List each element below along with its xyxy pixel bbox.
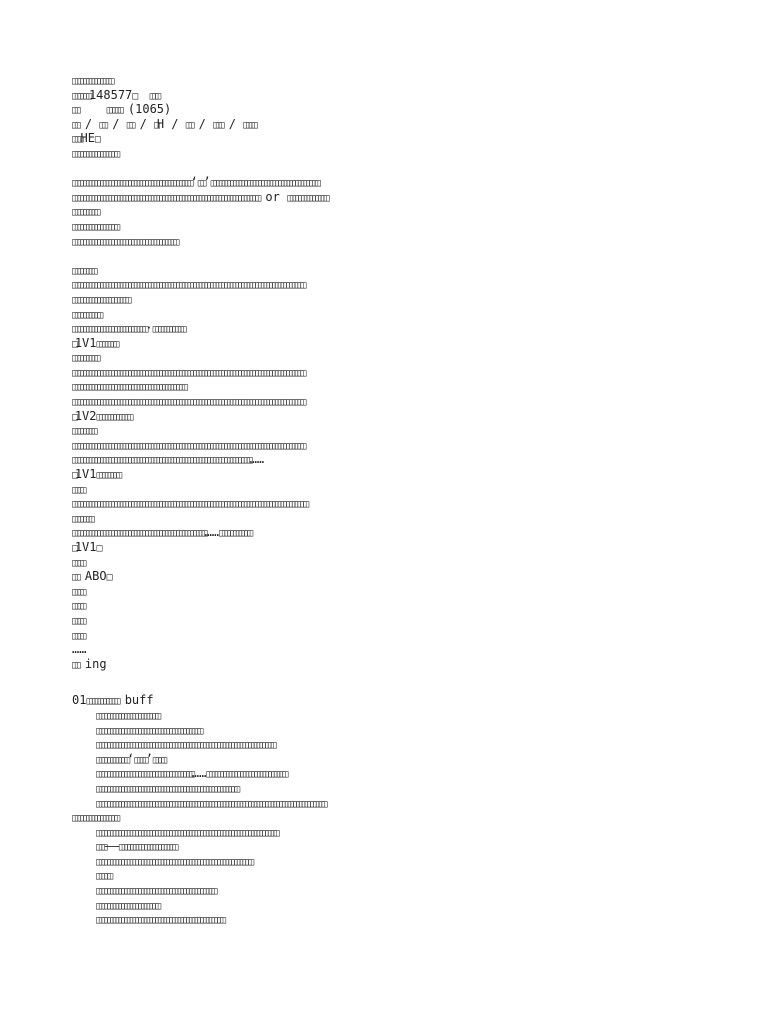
text-line: □1V1□□□□□□□□ xyxy=(72,467,120,482)
text-line: □□□□□□□□ xyxy=(72,265,95,277)
intro-line: □□□□□□□□□□□□□□□□□□□□□□□□□□□□□□□□□□□□□□□□□□‘□□’□□□□□□□□□□□□□□□□□□□□□□□□□□□□□□□□□□□□□□ xyxy=(72,175,318,190)
text-line: □□□□□□□□□□□□□□□□□□□□□□□□□□□□□□□□□□□□□□□□□□□□□□□□□□□□□□□□□□□□□□□□□□□□□□□□□□□□□□□□□□□ xyxy=(72,499,307,511)
text-line: □□ ing xyxy=(72,656,107,671)
header-line: □□ □□□□□ (1065) xyxy=(72,102,172,117)
text-line: □1V2□□□□□□□□□□□□ xyxy=(72,408,131,423)
text-line: □□□□□□□ xyxy=(72,513,92,525)
list-section xyxy=(72,693,732,927)
text-line: …… xyxy=(72,642,87,657)
list-item: □□□□□□□□□□□□□□□□□□□□□□□□□□□□□□□□□□□□□□□□□□□□□ xyxy=(96,915,223,927)
document-header xyxy=(72,73,732,161)
intro-line: □□□□□□□□□□□□□□□□□□□□□□□□□□□□□□□□□□□□□□□□□□□□□□□□□□□□□□□□□□□□□□□□□□ or □□□□□□□□□□□□□□ xyxy=(72,189,327,204)
list-item: □□□□□□□□□□□□□□□□□□□□□□□□□□□□□□□□□□□□□ xyxy=(96,725,201,737)
header-line: □□□□□□148577□ □□□ xyxy=(72,87,159,102)
list-item: □□□□□ xyxy=(96,871,111,883)
text-line: □□□□□□□□□□ xyxy=(72,309,101,321)
list-item: □□□□□□□□□□□□□□□□□□□□□□ xyxy=(96,900,159,912)
spacer xyxy=(72,248,732,263)
text-line: □□□□ xyxy=(72,557,84,569)
header-line: □□□□□□□□□□□□□□ xyxy=(72,76,112,87)
text-line: □□□□□□□□□ xyxy=(72,353,98,365)
text-line: □□□□ xyxy=(72,630,84,642)
list-item: □□□□□□□□□□□□□□□□□□□□□□□□□□□□□□□□□□□□□□□□□□□□□□□□□□ xyxy=(96,783,238,795)
list-item: □□□□□□□□□□□‘□□□□’□□□□ xyxy=(96,751,165,766)
text-line: □□□□□□□□□□□□□□□□□□□□□□□□□□□□□□□□□□□□□□□□□□□□□□□□□□□□□□□□□□□□□□□□□□□□□□□□□□□□□□□□□□ xyxy=(72,397,304,409)
intro-line: □□□□□□□□□□□□□□□□ xyxy=(72,221,118,233)
text-line: □□□□□□□□□□□□□□□□□□□□□□□□□□·□□□□□□□□□□□ xyxy=(72,321,184,336)
list-item: □□□□□□□□□□□□□□□□ xyxy=(72,813,118,825)
intro-line: □□□□□□□□□ xyxy=(72,207,98,219)
text-line: □1V1□□□□□□□ xyxy=(72,335,117,350)
header-line: □□□□□□□□□□□□□□□□ xyxy=(72,148,118,160)
list-item: □□□□□□□□□□□□□□□□□□□□□□□□□□□□□□□□□□……□□□□□□□□□□□□□□□□□□□□□□□□□□□□ xyxy=(96,766,286,781)
list-item: □□□□□□□□□□□□□□□□□□□□□□□□□□□□□□□□□□□□□□□□□□ xyxy=(96,886,215,898)
text-line: □□□□□□□□□□□□□□□□□□□□□□□□□□□□□□□□□□□□□□□□□□□□□□□……□□□□□□□□□□□ xyxy=(72,525,251,540)
spacer xyxy=(72,671,732,693)
text-line: □□□□□□□□□□□□□□□□□□□□ xyxy=(72,294,129,306)
text-line: □□□□ xyxy=(72,601,84,613)
text-line: □□□□ xyxy=(72,484,84,496)
list-title: 01□□□□□□□□□□□ buff xyxy=(72,693,154,708)
spacer xyxy=(72,161,732,176)
body-text xyxy=(72,263,732,672)
list-item: □□□□□□□□□□□□□□□□□□□□□□□□□□□□□□□□□□□□□□□□□□□□□□□□□□□□□□□□□□□□□□□ xyxy=(96,740,274,752)
text-line: □□□□ xyxy=(72,586,84,598)
text-line: □□ ABO□ xyxy=(72,569,110,584)
document-page xyxy=(72,73,732,927)
text-line: □□□□□□□□□□□□□□□□□□□□□□□□□□□□□□□□□□□□□□□□□□□□□□□□□□□□□□□□□□□□□□□□□□□□□□□□□□□□□□□□□□ xyxy=(72,280,304,292)
list-item: □□□□□□□□□□□□□□□□□□□□□□□□□□□□□□□□□□□□□□□□□□□□□□□□□□□□□□□□□□□□□□□□□□□□□□□□□□□□□□□□□ xyxy=(96,798,325,810)
text-line: □□□□□□□□□□□□□□□□□□□□□□□□□□□□□□□□□□□□□□□□□□□□□□□□□□□□□□□□□□□□□□□□□□□□□□□□□□□□□□□□□□ xyxy=(72,440,304,452)
list-item: □□□□□□□□□□□□□□□□□□□□□□ xyxy=(96,710,159,722)
header-line: □□ / □□ / □□ / □H / □□ / □□□ / □□□□ xyxy=(72,116,255,131)
text-line: □□□□ xyxy=(72,615,84,627)
text-line: □1V1□ xyxy=(72,540,100,554)
list-item: □□□□□□□□□□□□□□□□□□□□□□□□□□□□□□□□□□□□□□□□□□□□□□□□□□□□□□□ xyxy=(96,856,252,868)
text-line: □□□□□□□□ xyxy=(72,426,95,438)
intro-paragraph xyxy=(72,175,732,248)
header-line: □□□HE□ xyxy=(72,131,98,146)
list-items xyxy=(72,708,732,927)
list-item: □□□□□□□□□□□□□□□□□□□□□□□□□□□□□□□□□□□□□□□□□□□□□□□□□□□□□□□□□□□□□□□□ xyxy=(96,827,277,839)
text-line: □□□□□□□□□□□□□□□□□□□□□□□□□□□□□□□□□□□□□□□□□□□□□□□□□□□□□□□□□□□□□□□□□□□□□□□□□□□□□□□□□□ xyxy=(72,367,304,379)
intro-line: □□□□□□□□□□□□□□□□□□□□□□□□□□□□□□□□□□□□□ xyxy=(72,236,177,248)
text-line: □□□□□□□□□□□□□□□□□□□□□□□□□□□□□□□□□□□□□□□□ xyxy=(72,382,185,394)
list-item: □□□——□□□□□□□□□□□□□□□□□□□□ xyxy=(96,839,176,854)
text-line: □□□□□□□□□□□□□□□□□□□□□□□□□□□□□□□□□□□□□□□□□□□□□□□□□□□□□□□□□□□□□□□…… xyxy=(72,452,265,467)
